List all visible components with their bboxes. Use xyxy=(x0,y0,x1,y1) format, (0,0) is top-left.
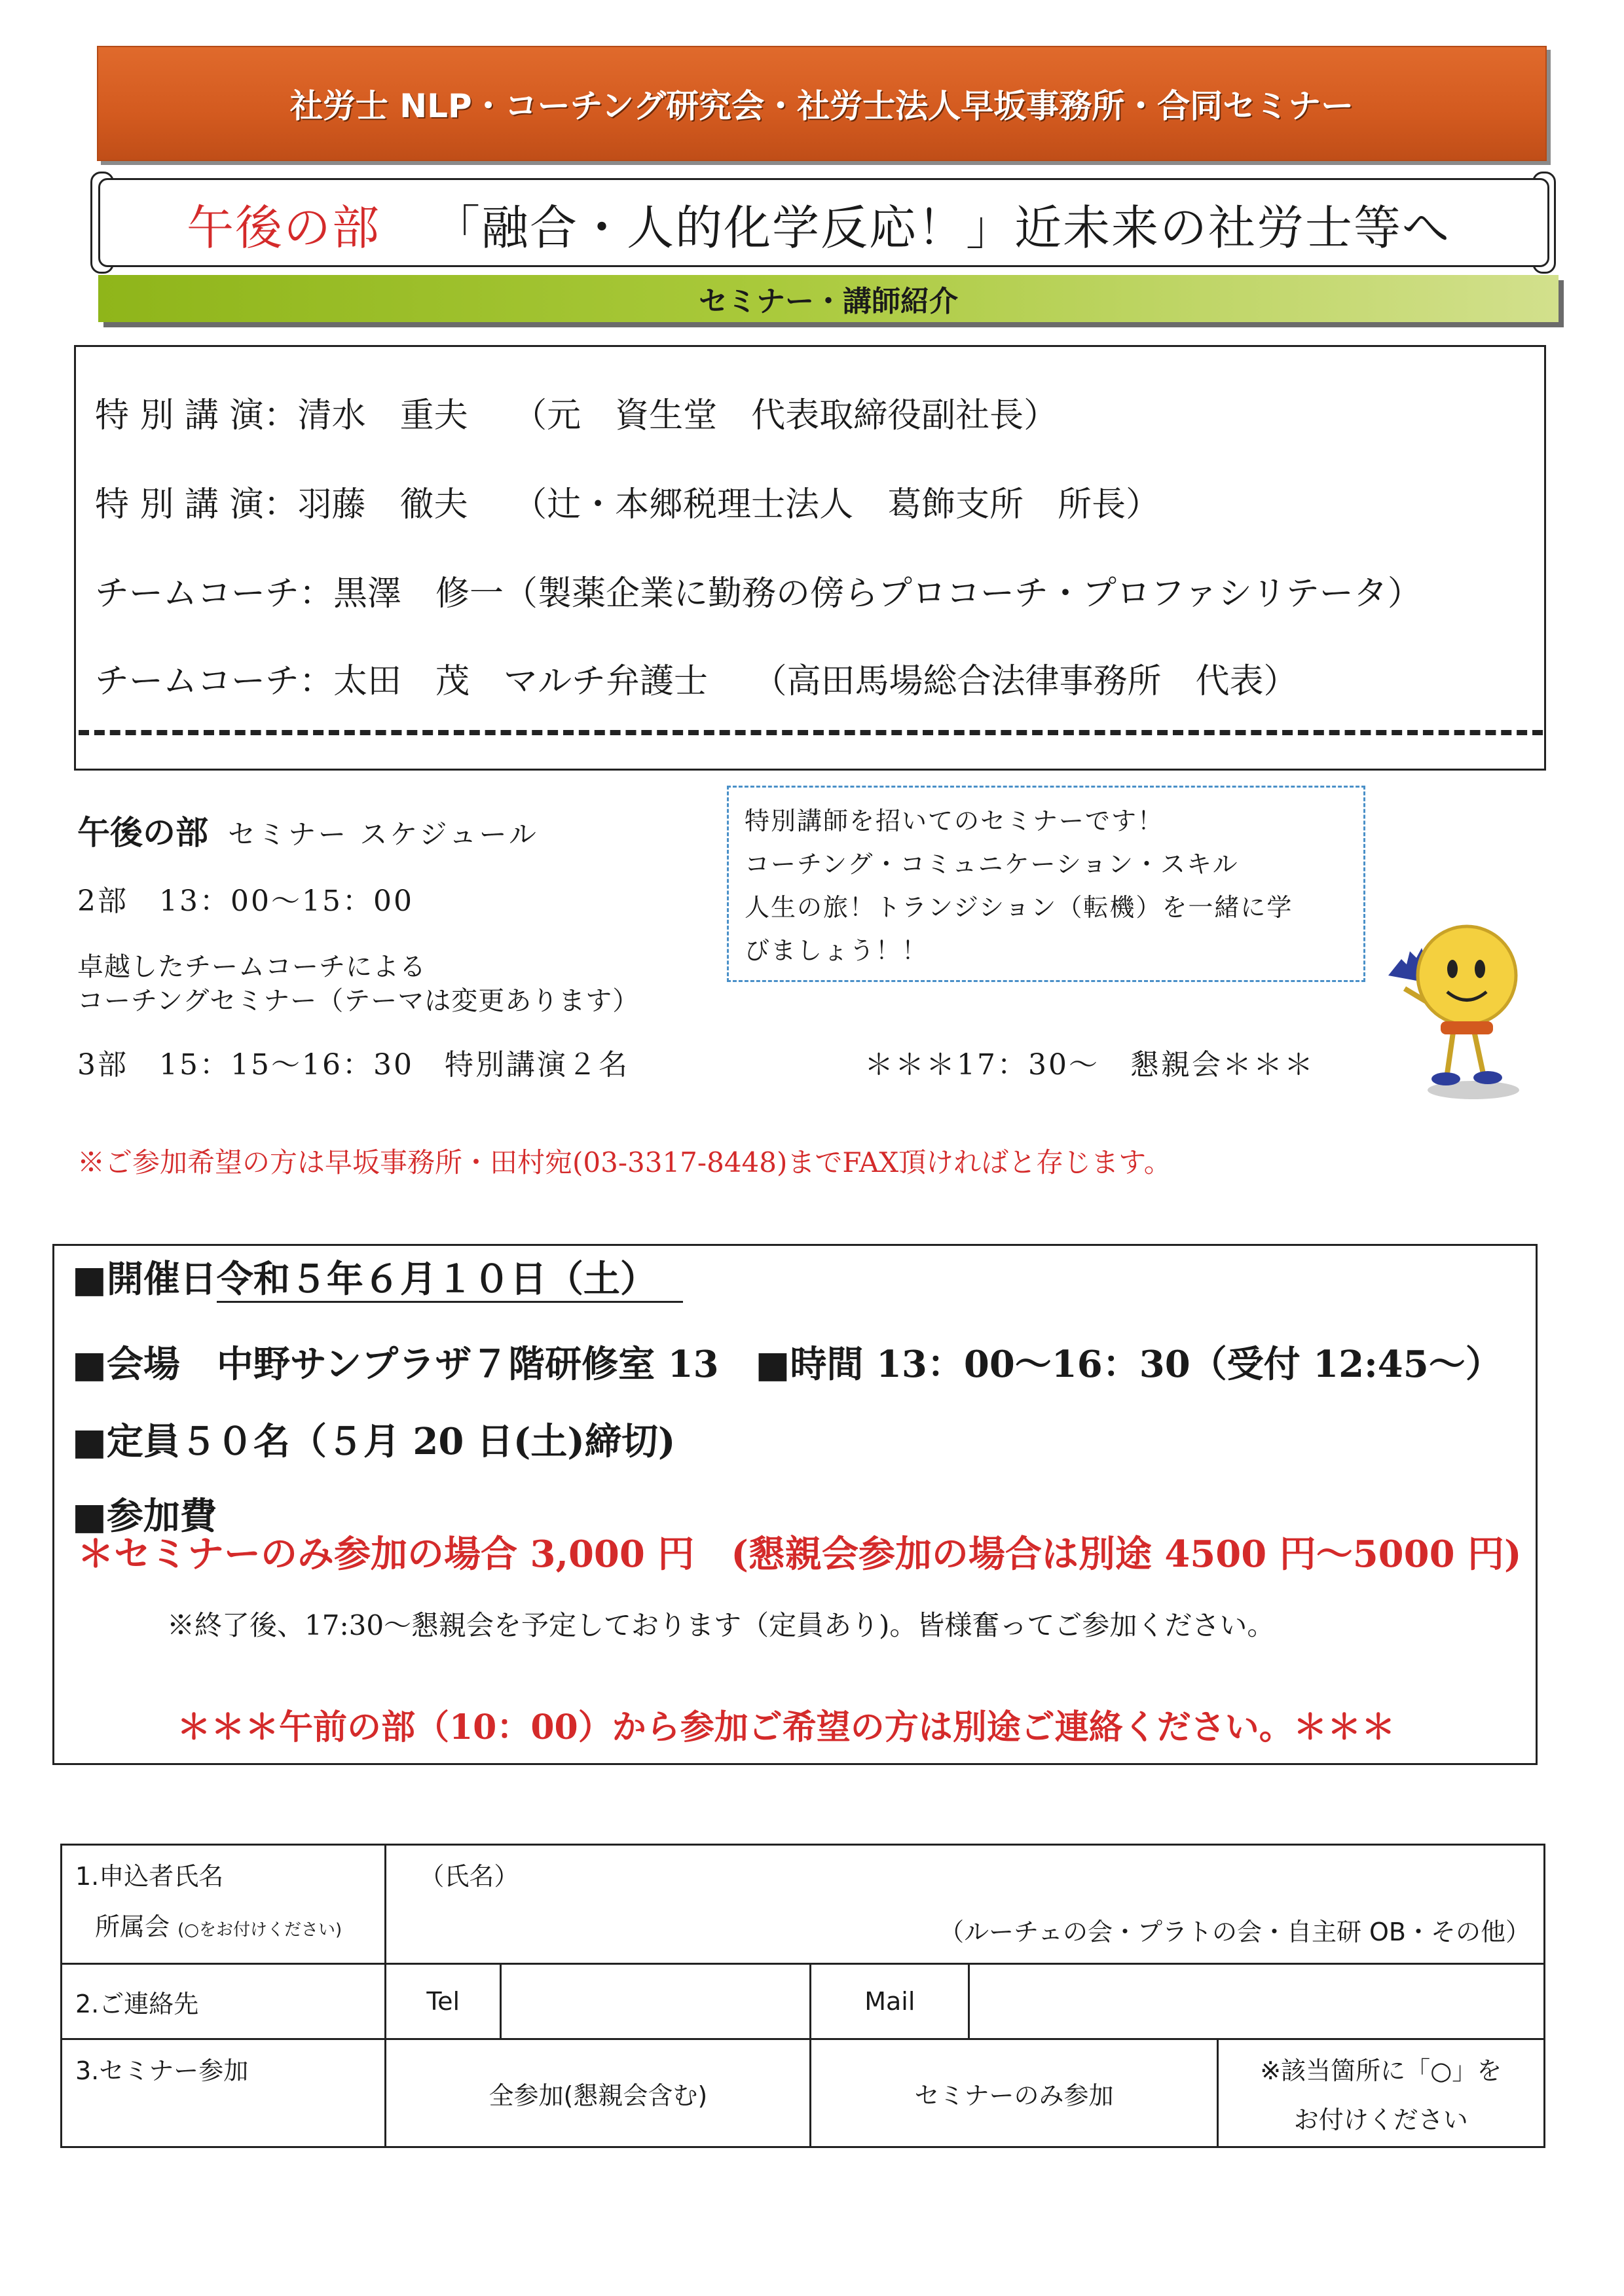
tel-input[interactable] xyxy=(501,1964,811,2039)
schedule-title xyxy=(77,807,539,854)
event-date xyxy=(72,1250,683,1303)
apply-note: ※ご参加希望の方は早坂事務所・田村宛(03-3317-8448)までFAX頂ければと存じます。 xyxy=(77,1146,1172,1178)
participation-label: 3.セミナー参加 xyxy=(62,2039,386,2147)
schedule-part2-desc: 卓越したチームコーチによる xyxy=(77,952,426,982)
schedule-part2-desc: コーチングセミナー（テーマは変更あります） xyxy=(77,986,640,1016)
schedule-part2: 2部 13：00～15：00 xyxy=(77,884,414,918)
speech-bubble xyxy=(727,786,1365,982)
schedule-part3: 3部 15：15～16：30 特別講演２名 xyxy=(77,1048,629,1082)
fee-note: ※終了後、17:30～懇親会を予定しております（定員あり)。皆様奮ってご参加ください。 xyxy=(167,1609,1275,1641)
tel-label: Tel xyxy=(386,1964,501,2039)
applicant-label-cell xyxy=(62,1845,386,1964)
mark-instruction xyxy=(1217,2039,1544,2147)
event-venue: ■会場 中野サンプラザ７階研修室 13 ■時間 13：00～16：30（受付 12:45～） xyxy=(72,1343,1502,1386)
bubble-line: びましょう！！ xyxy=(745,936,929,965)
schedule-party: ＊＊＊17：30～ 懇親会＊＊＊ xyxy=(864,1048,1315,1082)
option-seminar-only[interactable]: セミナーのみ参加 xyxy=(811,2039,1217,2147)
event-info-box xyxy=(52,1244,1538,1765)
affiliation-label-text: 所属会 xyxy=(95,1912,170,1941)
mascot-illustration xyxy=(1375,910,1526,1106)
form-row-contact xyxy=(62,1964,1545,2039)
bubble-line: コーチング・コミュニケーション・スキル xyxy=(745,850,1239,879)
lecturer-row: 特 別 講 演：羽藤 徹夫 （辻・本郷税理士法人 葛飾支所 所長） xyxy=(95,485,1160,524)
header-banner xyxy=(97,46,1547,161)
event-capacity: ■定員５０名（５月 20 日(土)締切) xyxy=(72,1420,676,1463)
mail-input[interactable] xyxy=(969,1964,1545,2039)
banner-title: 社労士 NLP・コーチング研究会・社労士法人早坂事務所・合同セミナー xyxy=(289,87,1354,125)
application-form xyxy=(60,1844,1545,2148)
date-label: ■開催日 xyxy=(72,1258,217,1301)
session-theme: 「融合・人的化学反応！」近未来の社労士等へ xyxy=(433,200,1451,255)
contact-label: 2.ご連絡先 xyxy=(62,1964,386,2039)
affiliation-label xyxy=(75,1906,371,1942)
intro-bar xyxy=(98,275,1559,322)
fee-label: ■参加費 xyxy=(72,1495,217,1538)
schedule-subtitle: セミナー スケジュール xyxy=(228,818,539,850)
schedule-title-label: 午後の部 xyxy=(77,813,208,852)
mail-label: Mail xyxy=(811,1964,969,2039)
option-full-participation[interactable]: 全参加(懇親会含む) xyxy=(386,2039,811,2147)
form-row-applicant xyxy=(62,1845,1545,1964)
mark-instruction-line: ※該当箇所に「○」を xyxy=(1260,2056,1502,2085)
intro-bar-label: セミナー・講師紹介 xyxy=(699,285,958,318)
lecturer-row: チームコーチ：黒澤 修一（製薬企業に勤務の傍らプロコーチ・プロファシリテータ） xyxy=(95,574,1422,613)
applicant-name-label: 1.申込者氏名 xyxy=(75,1862,224,1891)
affiliation-options: （ルーチェの会・プラトの会・自主研 OB・その他） xyxy=(939,1918,1530,1946)
applicant-name-field-label: （氏名） xyxy=(419,1862,519,1891)
date-value: 令和５年６月１０日（土） xyxy=(217,1258,683,1303)
form-row-participation xyxy=(62,2039,1545,2147)
session-title xyxy=(131,190,1506,258)
affiliation-note: (○をお付けください) xyxy=(177,1920,342,1940)
bubble-line: 特別講師を招いてのセミナーです！ xyxy=(745,807,1164,835)
morning-note: ＊＊＊午前の部（10：00）から参加ご希望の方は別途ご連絡ください。＊＊＊ xyxy=(177,1707,1395,1747)
mark-instruction-line: お付けください xyxy=(1293,2105,1468,2134)
session-label: 午後の部 xyxy=(186,200,380,255)
dashed-divider xyxy=(79,730,1543,735)
lecturer-row: 特 別 講 演：清水 重夫 （元 資生堂 代表取締役副社長） xyxy=(95,396,1058,435)
applicant-input-cell[interactable] xyxy=(386,1845,1545,1964)
fee-value: ＊セミナーのみ参加の場合 3,000 円 (懇親会参加の場合は別途 4500 円～5000 円) xyxy=(77,1533,1522,1576)
lecturer-row: チームコーチ：太田 茂 マルチ弁護士 （高田馬場総合法律事務所 代表） xyxy=(95,662,1298,701)
bubble-line: 人生の旅！トランジション（転機）を一緒に学 xyxy=(745,893,1293,922)
